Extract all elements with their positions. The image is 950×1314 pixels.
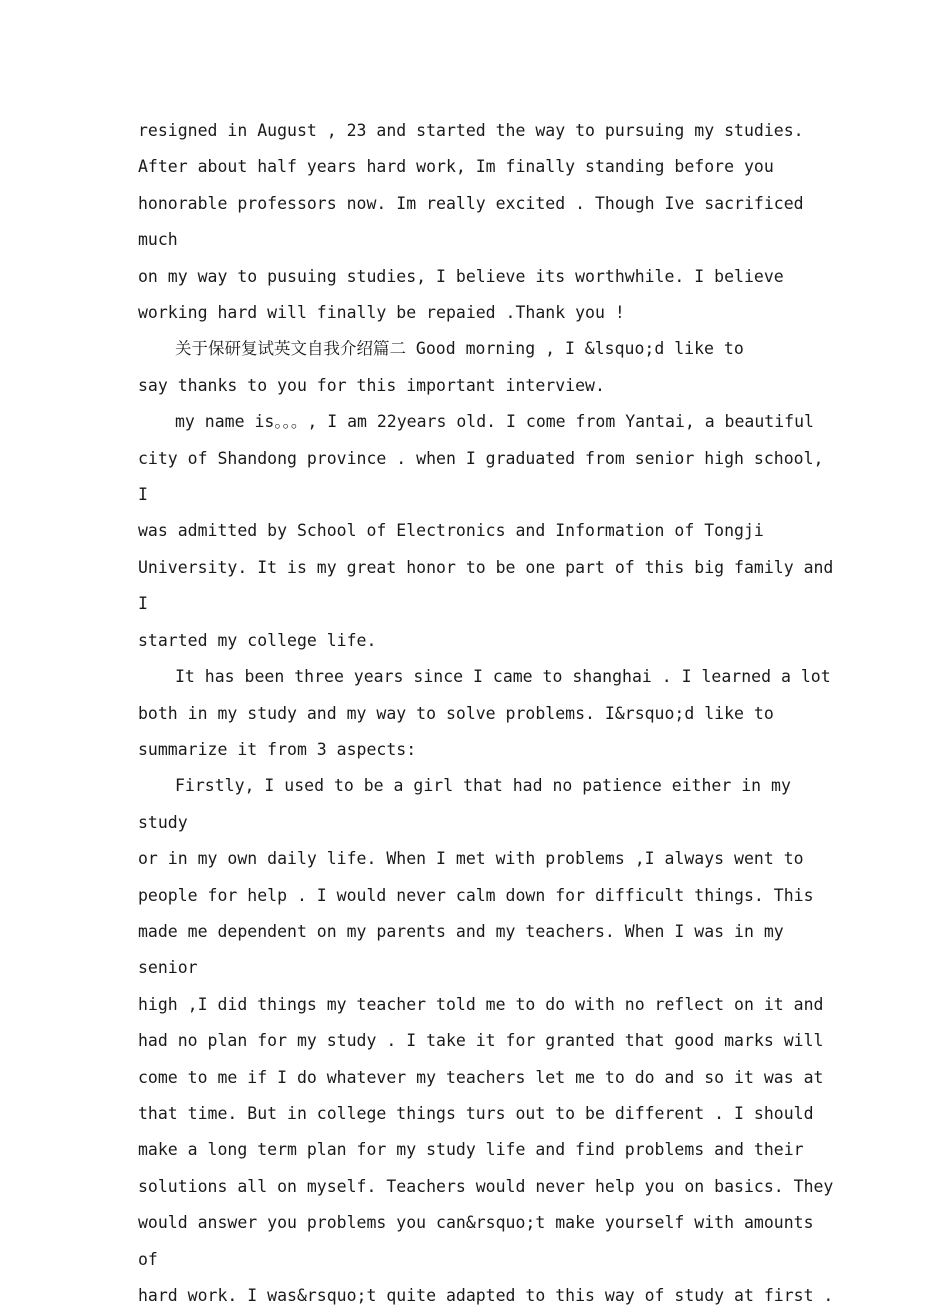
document-body bbox=[138, 113, 838, 1314]
paragraph-shanghai: It has been three years since I came to shanghai . I learned a lot both in my study and my way to solve problems. I&rsquo;d like to summarize it from 3 aspects: bbox=[138, 667, 831, 759]
paragraph-introduction: my name is。。。, I am 22years old. I come from Yantai, a beautiful city of Shandong province . when I graduated from senior high school, I was admitted by School of Electronics and Information of Tongji University. It is my great honor to be one part of this big family and I started my college life. bbox=[138, 412, 834, 650]
paragraph-closing: resigned in August , 23 and started the way to pursuing my studies. After about half years hard work, Im finally standing before you honorable professors now. Im really excited . Though Ive sacrificed much on my way to pusuing studies, I believe its worthwhile. I believe working hard will finally be repaied .Thank you ! bbox=[138, 121, 804, 323]
paragraph-section-two-heading: 关于保研复试英文自我介绍篇二 Good morning , I &lsquo;d like to say thanks to you for this important interview. bbox=[138, 339, 744, 395]
paragraph-firstly: Firstly, I used to be a girl that had no patience either in my study or in my own daily life. When I met with problems ,I always went to people for help . I would never calm down for difficult things. This made me dependent on my parents and my teachers. When I was in my senior high ,I did things my teacher told me to do with no reflect on it and had no plan for my study . I take it for granted that good marks will come to me if I do whatever my teachers let me to do and so it was at that time. But in college things turs out to be different . I should make a long term plan for my study life and find problems and their solutions all on myself. Teachers would never help you on basics. They would answer you problems you can&rsquo;t make yourself with amounts of hard work. I was&rsquo;t quite adapted to this way of study at first . bbox=[138, 776, 834, 1305]
